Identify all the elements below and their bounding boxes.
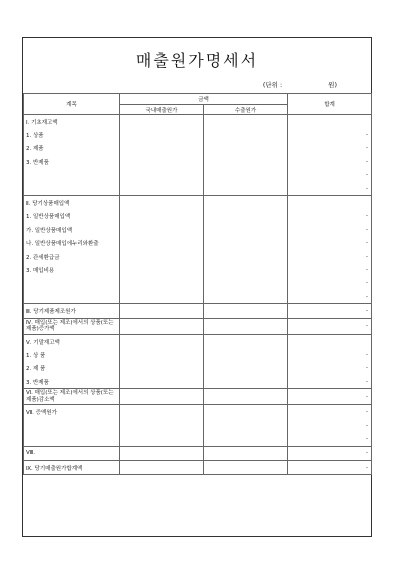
table-row <box>24 196 372 210</box>
domestic-cell[interactable] <box>120 362 204 375</box>
row-label: Ⅴ. 기말재고액 <box>24 334 120 348</box>
row-label: 1. 일반상품매입액 <box>24 210 120 223</box>
domestic-cell[interactable] <box>120 182 204 196</box>
header-domestic: 국내매출원가 <box>120 105 204 115</box>
domestic-cell[interactable] <box>120 128 204 141</box>
export-cell[interactable] <box>204 277 288 290</box>
export-cell[interactable] <box>204 362 288 375</box>
export-cell[interactable] <box>204 432 288 446</box>
export-cell[interactable] <box>204 128 288 141</box>
domestic-cell[interactable] <box>120 405 204 419</box>
total-cell[interactable]: - <box>288 250 372 263</box>
export-cell[interactable] <box>204 389 288 405</box>
table-row <box>24 348 372 361</box>
row-label: 2. 제 품 <box>24 362 120 375</box>
export-cell[interactable] <box>204 318 288 334</box>
domestic-cell[interactable] <box>120 263 204 276</box>
table-row <box>24 277 372 290</box>
row-label <box>24 277 120 290</box>
domestic-cell[interactable] <box>120 334 204 348</box>
export-cell[interactable] <box>204 290 288 304</box>
domestic-cell[interactable] <box>120 250 204 263</box>
table-row <box>24 432 372 446</box>
row-label <box>24 290 120 304</box>
domestic-cell[interactable] <box>120 169 204 182</box>
total-cell[interactable]: - <box>288 169 372 182</box>
total-cell[interactable]: - <box>288 210 372 223</box>
header-total: 합계 <box>288 94 372 115</box>
row-label <box>24 169 120 182</box>
domestic-cell[interactable] <box>120 210 204 223</box>
table-row <box>24 115 372 129</box>
table-row <box>24 446 372 460</box>
row-label: 2. 제품 <box>24 142 120 155</box>
total-cell[interactable]: - <box>288 290 372 304</box>
table-row <box>24 290 372 304</box>
row-label: 3. 반제품 <box>24 375 120 389</box>
table-row <box>24 419 372 432</box>
export-cell[interactable] <box>204 348 288 361</box>
total-cell[interactable]: - <box>288 375 372 389</box>
domestic-cell[interactable] <box>120 237 204 250</box>
total-cell[interactable]: - <box>288 460 372 474</box>
export-cell[interactable] <box>204 155 288 168</box>
table-row <box>24 142 372 155</box>
total-cell[interactable]: - <box>288 277 372 290</box>
export-cell[interactable] <box>204 196 288 210</box>
row-label: Ⅶ. 증액원가 <box>24 405 120 419</box>
table-row <box>24 362 372 375</box>
table-row <box>24 250 372 263</box>
table-row <box>24 155 372 168</box>
total-cell[interactable] <box>288 115 372 129</box>
row-label <box>24 419 120 432</box>
export-cell[interactable] <box>204 169 288 182</box>
domestic-cell[interactable] <box>120 277 204 290</box>
row-label: 가. 일반상품매입액 <box>24 223 120 236</box>
total-cell[interactable]: - <box>288 223 372 236</box>
export-cell[interactable] <box>204 210 288 223</box>
table-row <box>24 304 372 318</box>
row-label: Ⅰ. 기초재고액 <box>24 115 120 129</box>
row-label <box>24 432 120 446</box>
domestic-cell[interactable] <box>120 115 204 129</box>
row-label: Ⅷ. <box>24 446 120 460</box>
export-cell[interactable] <box>204 405 288 419</box>
total-cell[interactable]: - <box>288 155 372 168</box>
header-amount: 금액 <box>120 94 288 105</box>
total-cell[interactable]: - <box>288 446 372 460</box>
domestic-cell[interactable] <box>120 142 204 155</box>
document-title: 매출원가명세서 <box>135 51 259 70</box>
table-row <box>24 318 372 334</box>
row-label: 3. 반제품 <box>24 155 120 168</box>
row-label: 나. 일반상품매입에누리와환출 <box>24 237 120 250</box>
table-row <box>24 128 372 141</box>
total-cell[interactable]: - <box>288 318 372 334</box>
row-label: 2. 관세환급금 <box>24 250 120 263</box>
table-body <box>24 115 372 475</box>
export-cell[interactable] <box>204 334 288 348</box>
row-label: 3. 매입비용 <box>24 263 120 276</box>
table-row <box>24 182 372 196</box>
table-row <box>24 375 372 389</box>
unit-suffix: 원) <box>328 81 337 89</box>
export-cell[interactable] <box>204 375 288 389</box>
domestic-cell[interactable] <box>120 419 204 432</box>
table-row <box>24 169 372 182</box>
total-cell[interactable]: - <box>288 142 372 155</box>
table-row <box>24 223 372 236</box>
total-cell[interactable]: - <box>288 419 372 432</box>
total-cell[interactable]: - <box>288 128 372 141</box>
total-cell[interactable]: - <box>288 182 372 196</box>
table-row <box>24 460 372 474</box>
total-cell[interactable]: - <box>288 362 372 375</box>
total-cell[interactable]: - <box>288 263 372 276</box>
row-label: Ⅳ. 매입(또는 제조)에서의 상품(또는 제품)증가액 <box>24 318 120 334</box>
total-cell[interactable] <box>288 334 372 348</box>
domestic-cell[interactable] <box>120 460 204 474</box>
table-row <box>24 389 372 405</box>
domestic-cell[interactable] <box>120 446 204 460</box>
domestic-cell[interactable] <box>120 155 204 168</box>
cost-of-sales-table <box>23 93 372 475</box>
row-label <box>24 182 120 196</box>
export-cell[interactable] <box>204 304 288 318</box>
total-cell[interactable]: - <box>288 432 372 446</box>
total-cell[interactable]: - <box>288 237 372 250</box>
table-row <box>24 334 372 348</box>
domestic-cell[interactable] <box>120 389 204 405</box>
total-cell[interactable]: - <box>288 389 372 405</box>
domestic-cell[interactable] <box>120 304 204 318</box>
export-cell[interactable] <box>204 223 288 236</box>
domestic-cell[interactable] <box>120 223 204 236</box>
header-account: 계목 <box>24 94 120 115</box>
table-row <box>24 263 372 276</box>
total-cell[interactable]: - <box>288 405 372 419</box>
row-label: Ⅵ. 매입(또는 제조)에서의 상품(또는 제품)감소액 <box>24 389 120 405</box>
export-cell[interactable] <box>204 419 288 432</box>
table-row <box>24 237 372 250</box>
export-cell[interactable] <box>204 182 288 196</box>
unit-label <box>263 80 337 89</box>
unit-prefix: (단위 : <box>262 81 283 89</box>
domestic-cell[interactable] <box>120 290 204 304</box>
export-cell[interactable] <box>204 250 288 263</box>
domestic-cell[interactable] <box>120 348 204 361</box>
export-cell[interactable] <box>204 115 288 129</box>
domestic-cell[interactable] <box>120 318 204 334</box>
table-row <box>24 210 372 223</box>
row-label: Ⅱ. 당기상품매입액 <box>24 196 120 210</box>
export-cell[interactable] <box>204 142 288 155</box>
export-cell[interactable] <box>204 263 288 276</box>
domestic-cell[interactable] <box>120 196 204 210</box>
row-label: 1. 상 품 <box>24 348 120 361</box>
export-cell[interactable] <box>204 237 288 250</box>
domestic-cell[interactable] <box>120 432 204 446</box>
header-export: 수출원가 <box>204 105 288 115</box>
total-cell[interactable] <box>288 196 372 210</box>
statement-sheet <box>22 37 372 537</box>
total-cell[interactable]: - <box>288 304 372 318</box>
export-cell[interactable] <box>204 460 288 474</box>
domestic-cell[interactable] <box>120 375 204 389</box>
row-label: 1. 상품 <box>24 128 120 141</box>
export-cell[interactable] <box>204 446 288 460</box>
total-cell[interactable]: - <box>288 348 372 361</box>
row-label: Ⅲ. 당기제품제조원가 <box>24 304 120 318</box>
table-row <box>24 405 372 419</box>
row-label: Ⅸ. 당기매출원가합계액 <box>24 460 120 474</box>
